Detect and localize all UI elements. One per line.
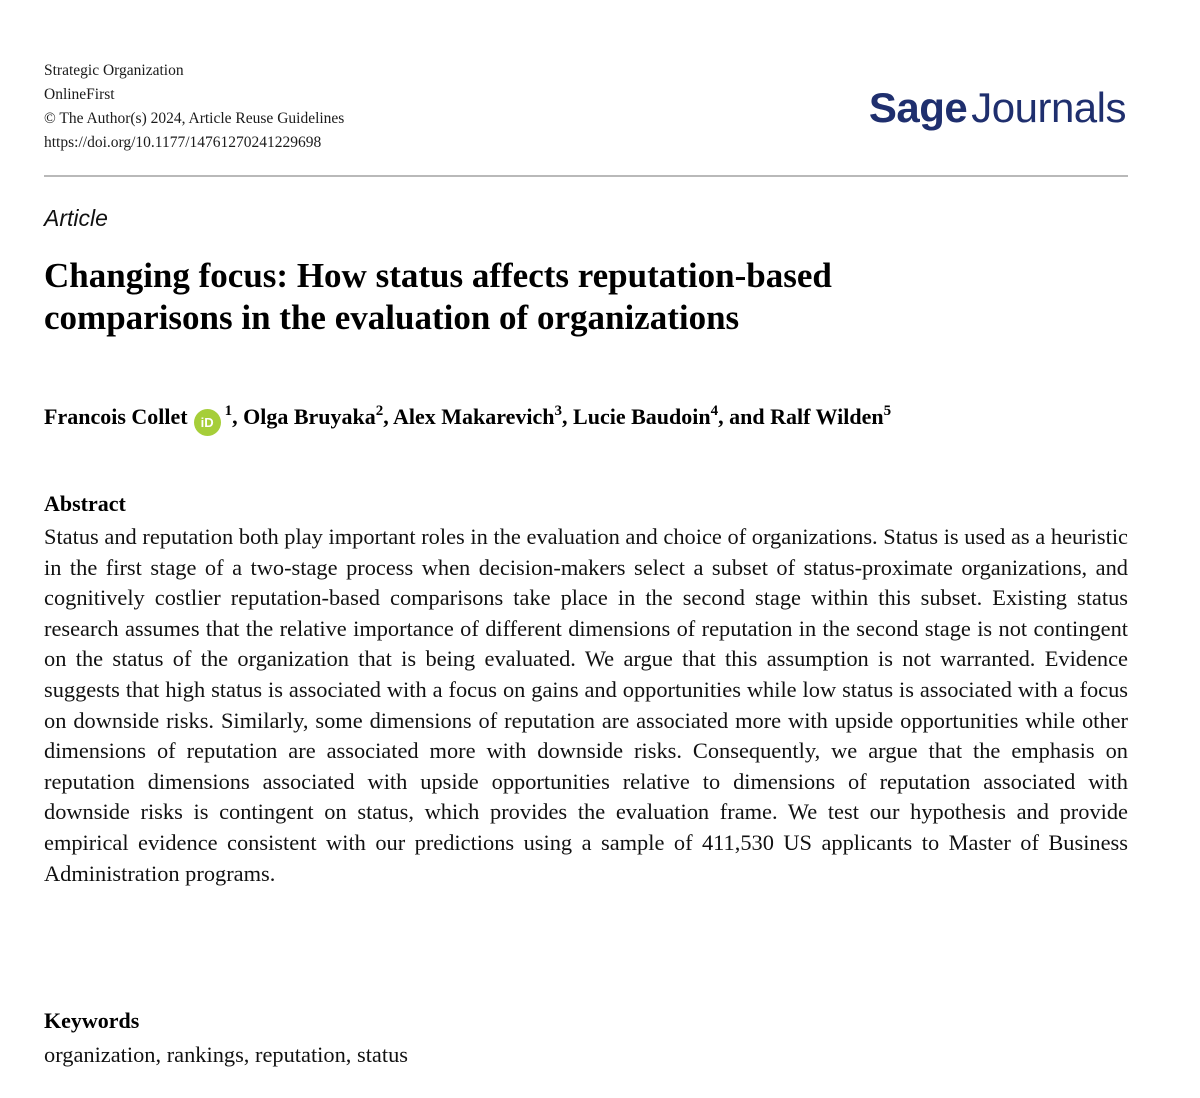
logo-journals-text: Journals <box>971 84 1126 131</box>
article-type-label: Article <box>44 205 108 231</box>
copyright-line <box>44 107 344 131</box>
author-affiliation-1[interactable]: 1 <box>224 403 233 419</box>
author-name-5[interactable]: Ralf Wilden <box>770 404 884 429</box>
abstract-text: Status and reputation both play important roles in the evaluation and choice of organizations. Status is used as a heuristic in the first stage of a two-stage process when decision-makers select a subset of status-proximate organizations, and cognitively costlier reputation-based comparisons take place in the second stage within this subset. Existing status research assumes that the relative importance of different dimensions of reputation in the second stage is not contingent on the status of the organization that is being evaluated. We argue that this assumption is not warranted. Evidence suggests that high status is associated with a focus on gains and opportunities while low status is associated with a focus on downside risks. Similarly, some dimensions of reputation are associated more with upside opportunities while other dimensions of reputation are associated more with downside risks. Consequently, we argue that the emphasis on reputation dimensions associated with upside opportunities relative to dimensions of reputation associated with downside risks is contingent on status, which provides the evaluation frame. We test our hypothesis and provide empirical evidence consistent with our predictions using a sample of 411,530 US applicants to Master of Business Administration programs. <box>44 524 1128 886</box>
author-affiliation-5[interactable]: 5 <box>883 403 892 419</box>
sage-journals-logo[interactable] <box>869 84 1126 132</box>
keywords-list: organization, rankings, reputation, status <box>44 1042 408 1067</box>
journal-meta <box>44 59 344 155</box>
author-affiliation-4[interactable]: 4 <box>710 403 719 419</box>
header-divider <box>44 175 1128 177</box>
orcid-icon[interactable]: iD <box>194 409 221 436</box>
logo-sage-text: Sage <box>868 84 968 131</box>
journal-name: Strategic Organization <box>44 62 184 79</box>
author-name-4[interactable]: Lucie Baudoin <box>573 404 711 429</box>
abstract-heading: Abstract <box>44 491 126 516</box>
author-name-1[interactable]: Francois Collet <box>44 404 188 429</box>
author-list: Francois Collet $iD^1$, Olga Bruyaka$^2$, Alex Makarevich$^3$, Lucie Baudoin$^4$, and Ralf Wilden$^5$ <box>44 404 891 436</box>
author-name-2[interactable]: Olga Bruyaka <box>243 404 376 429</box>
author-affiliation-2[interactable]: 2 <box>375 403 384 419</box>
issue-label: OnlineFirst <box>44 86 115 103</box>
author-conjunction: and <box>729 404 765 429</box>
copyright-text[interactable]: © The Author(s) 2024, Article Reuse Guidelines <box>44 110 345 127</box>
keywords-heading: Keywords <box>44 1008 140 1033</box>
article-title: Changing focus: How status affects reputation-based comparisons in the evaluation of organizations <box>44 256 832 337</box>
doi-link[interactable]: https://doi.org/10.1177/14761270241229698 <box>44 134 322 151</box>
author-name-3[interactable]: Alex Makarevich <box>393 404 555 429</box>
author-affiliation-3[interactable]: 3 <box>554 403 563 419</box>
article-page <box>44 0 1128 1098</box>
